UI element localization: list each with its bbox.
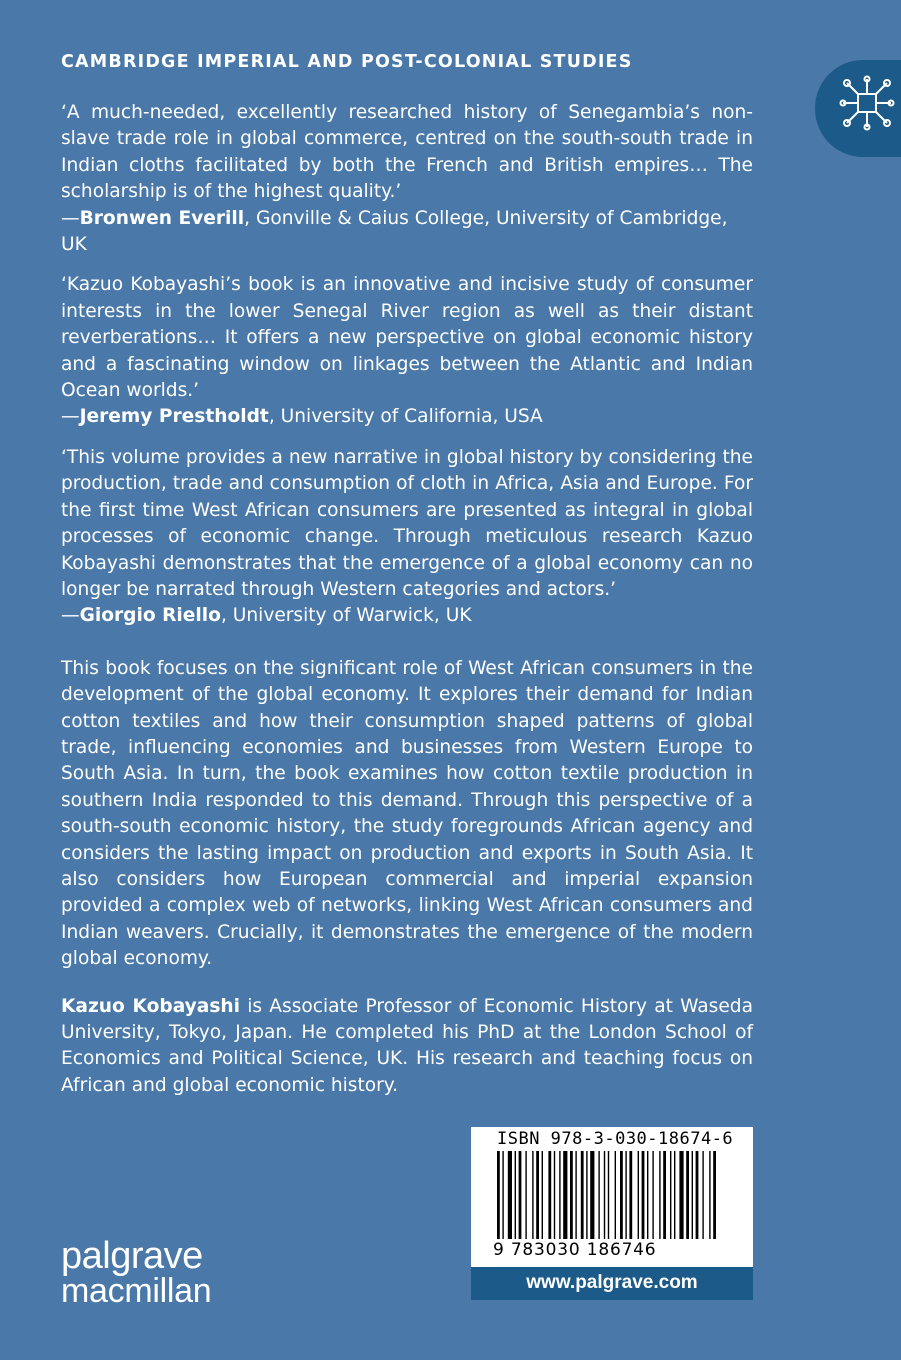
publisher-logo [61, 1235, 212, 1310]
quote-attribution: —Jeremy Prestholdt, University of California, USA [61, 406, 543, 428]
network-node-icon [839, 75, 895, 131]
quote-affiliation: , University of California, USA [268, 406, 543, 428]
quote-author: Bronwen Everill [79, 207, 245, 229]
quote-text: ‘This volume provides a new narrative in global history by considering the production, trade and consumption of cloth in Africa, Asia and Europe. For the first time West African consumers are presented as integral in global processes of economic change. Through meticulous research Kazuo Kobayashi demonstrates that the emergence of a global economy can no longer be narrated through Western categories and actors.’ [61, 446, 753, 600]
isbn-label: ISBN 978-3-030-18674-6 [497, 1129, 734, 1149]
quote-attribution: —Bronwen Everill, Gonville & Caius College, University of Cambridge, UK [61, 207, 728, 256]
endorsement-3 [61, 445, 753, 630]
endorsement-2 [61, 272, 753, 430]
author-bio [61, 994, 753, 1100]
barcode-digits: 9 783030 186746 [493, 1240, 657, 1260]
publisher-emblem [815, 60, 901, 157]
back-cover-text [61, 100, 753, 1099]
quote-author: Jeremy Prestholdt [79, 406, 269, 428]
barcode-icon [497, 1151, 729, 1241]
barcode-panel [471, 1127, 753, 1300]
series-title: CAMBRIDGE IMPERIAL AND POST-COLONIAL STUDIES [61, 52, 633, 72]
publisher-logo-line1: palgrave [61, 1235, 203, 1277]
quote-author: Giorgio Riello [79, 605, 221, 627]
quote-text: ‘A much-needed, excellently researched history of Senegambia’s non-slave trade role in global commerce, centred on the south-south trade in Indian cloths facilitated by both the French and British empires… The scholarship is of the highest quality.’ [61, 102, 753, 203]
quote-affiliation: , University of Warwick, UK [220, 605, 472, 627]
publisher-logo-line2: macmillan [61, 1272, 212, 1310]
endorsement-1 [61, 100, 753, 258]
quote-text: ‘Kazuo Kobayashi’s book is an innovative and incisive study of consumer interests in the lower Senegal River region as well as their distant reverberations… It offers a new perspective on global economic history and a fascinating window on linkages between the Atlantic and Indian Ocean worlds.’ [61, 274, 753, 402]
book-description: This book focuses on the significant role of West African consumers in the development of the global economy. It explores their demand for Indian cotton textiles and how their consumption shaped patterns of global trade, influencing economies and businesses from Western Europe to South Asia. In turn, the book examines how cotton textile production in southern India responded to this demand. Through this perspective of a south-south economic history, the study foregrounds African agency and considers the lasting impact on production and exports in South Asia. It also considers how European commercial and imperial expansion provided a complex web of networks, linking West African consumers and Indian weavers. Crucially, it demonstrates the emergence of the modern global economy. [61, 657, 753, 970]
barcode-area [471, 1127, 753, 1267]
quote-attribution: —Giorgio Riello, University of Warwick, UK [61, 605, 472, 627]
quote-affiliation: , Gonville & Caius College, University of Cambridge, UK [61, 207, 728, 256]
publisher-url[interactable]: www.palgrave.com [526, 1272, 698, 1293]
author-bio-text: is Associate Professor of Economic History at Waseda University, Tokyo, Japan. He completed his PhD at the London School of Economics and Political Science, UK. His research and teaching focus on African and global economic history. [61, 995, 753, 1096]
author-name: Kazuo Kobayashi [61, 995, 241, 1017]
